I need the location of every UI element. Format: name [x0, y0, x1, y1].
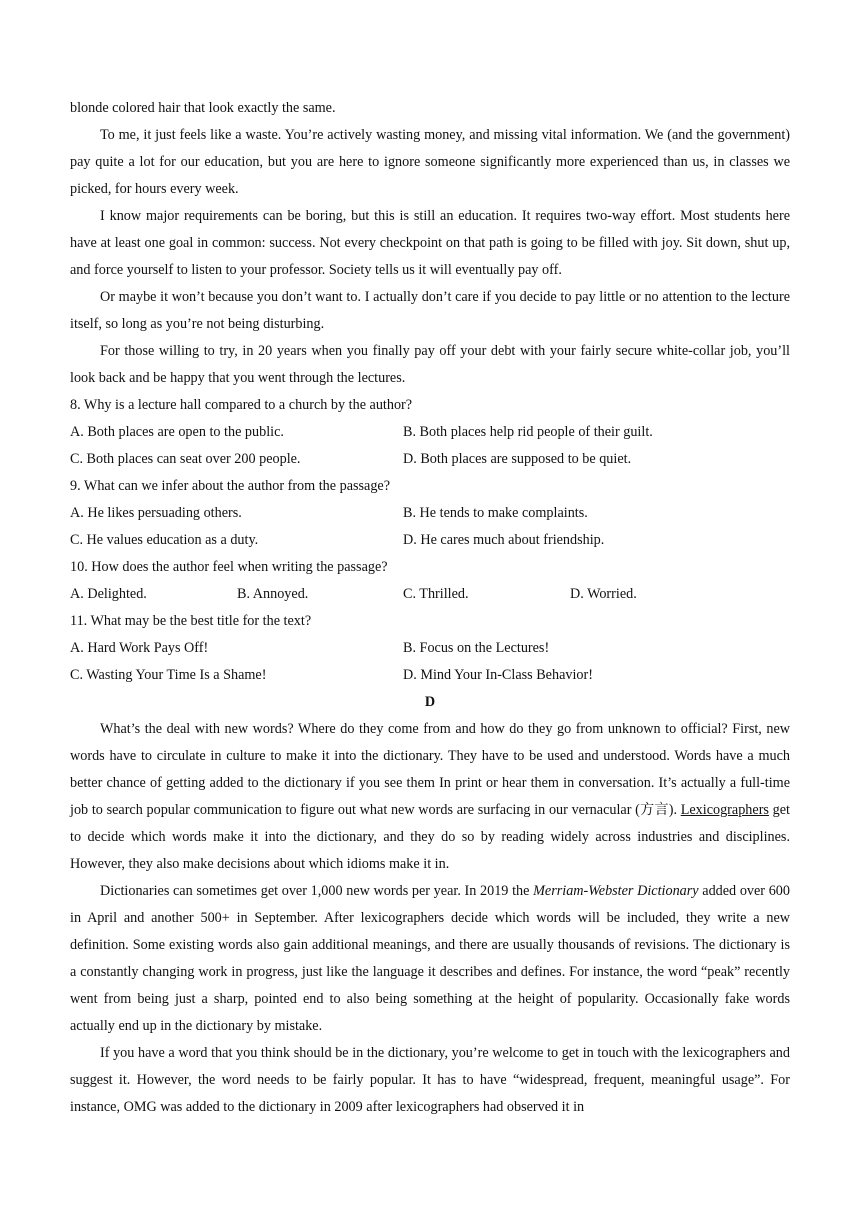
passage-d-heading: D	[424, 694, 436, 710]
question-11-stem: 11. What may be the best title for the text?	[70, 613, 312, 629]
question-11-option-b: B. Focus on the Lectures!	[403, 640, 550, 656]
passage-d-paragraph-1-part-a: What’s the deal with new words? Where do they come from and how do they go from unknown to official? First, new words have to circulate in culture to make it into the dictionary. They have to be used and understood. Words have a much better chance of getting added to the dictionary if you see them In print or hear them in conversation. It’s actually a full-time job to search popular communication to figure out what new words are surfacing in our vernacular (方言).	[70, 721, 790, 818]
question-8-option-a: A. Both places are open to the public.	[70, 424, 284, 440]
passage-c-paragraph-1: To me, it just feels like a waste. You’re actively wasting money, and missing vital information. We (and the government) pay quite a lot for our education, but you are here to ignore someone significantly more experienced than us, in classes we picked, for hours every week.	[70, 127, 790, 197]
question-9-option-a: A. He likes persuading others.	[70, 505, 242, 521]
question-11-options	[70, 635, 790, 689]
question-9-option-b: B. He tends to make complaints.	[403, 505, 588, 521]
question-9	[70, 473, 790, 554]
question-11-option-a: A. Hard Work Pays Off!	[70, 640, 209, 656]
question-10-option-d: D. Worried.	[570, 586, 637, 602]
question-8-option-d: D. Both places are supposed to be quiet.	[403, 451, 632, 467]
passage-d-paragraph-1	[70, 716, 790, 878]
question-9-option-d: D. He cares much about friendship.	[403, 532, 605, 548]
document-body	[70, 95, 790, 1121]
passage-c-paragraph-3: Or maybe it won’t because you don’t want to. I actually don’t care if you decide to pay little or no attention to the lecture itself, so long as you’re not being disturbing.	[70, 289, 790, 332]
question-9-options	[70, 500, 790, 554]
dictionary-title: Merriam-Webster Dictionary	[533, 883, 699, 899]
question-9-stem: 9. What can we infer about the author from the passage?	[70, 478, 391, 494]
question-10-options	[70, 581, 790, 608]
question-8	[70, 392, 790, 473]
question-10-stem: 10. How does the author feel when writing the passage?	[70, 559, 388, 575]
lexicographers-term: Lexicographers	[680, 802, 769, 818]
passage-d-paragraph-2-part-a: Dictionaries can sometimes get over 1,000 new words per year. In 2019 the	[100, 883, 534, 899]
question-8-option-b: B. Both places help rid people of their guilt.	[403, 424, 653, 440]
passage-c-paragraph-2: I know major requirements can be boring, but this is still an education. It requires two-way effort. Most students here have at least one goal in common: success. Not every checkpoint on that path is going to be filled with joy. Sit down, shut up, and force yourself to listen to your professor. Society tells us it will eventually pay off.	[70, 208, 790, 278]
question-10-option-c: C. Thrilled.	[403, 586, 469, 602]
question-10-option-a: A. Delighted.	[70, 586, 147, 602]
passage-d-paragraph-3: If you have a word that you think should be in the dictionary, you’re welcome to get in touch with the lexicographers and suggest it. However, the word needs to be fairly popular. It has to have “widespread, frequent, meaningful usage”. For instance, OMG was added to the dictionary in 2009 after lexicographers had observed it in	[70, 1045, 790, 1115]
question-11	[70, 608, 790, 689]
question-9-option-c: C. He values education as a duty.	[70, 532, 259, 548]
question-8-option-c: C. Both places can seat over 200 people.	[70, 451, 301, 467]
passage-c-paragraph-4: For those willing to try, in 20 years when you finally pay off your debt with your fairly secure white-collar job, you’ll look back and be happy that you went through the lectures.	[70, 343, 790, 386]
question-11-option-c: C. Wasting Your Time Is a Shame!	[70, 667, 267, 683]
question-8-stem: 8. Why is a lecture hall compared to a church by the author?	[70, 397, 413, 413]
passage-d-paragraph-2-part-b: added over 600 in April and another 500+ in September. After lexicographers decide which words will be included, they write a new definition. Some existing words also gain additional meanings, and there are usually thousands of revisions. The dictionary is a constantly changing work in progress, just like the language it describes and defines. For instance, the word “peak” recently went from being just a sharp, pointed end to also being something at the height of popularity. Occasionally fake words actually end up in the dictionary by mistake.	[70, 883, 790, 1034]
question-10-option-b: B. Annoyed.	[237, 586, 309, 602]
question-11-option-d: D. Mind Your In-Class Behavior!	[403, 667, 593, 683]
question-10	[70, 554, 790, 608]
question-8-options	[70, 419, 790, 473]
passage-d-paragraph-1-part-b: get to decide which words make it into the dictionary, and they do so by reading widely across industries and disciplines. However, they also make decisions about which idioms make it in.	[70, 802, 790, 872]
passage-c-paragraph-0: blonde colored hair that look exactly the same.	[70, 100, 336, 116]
passage-d-paragraph-2	[70, 878, 790, 1040]
